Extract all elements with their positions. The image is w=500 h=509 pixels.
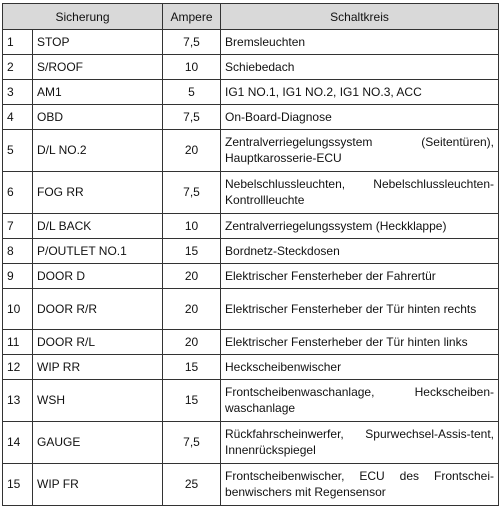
fuse-name: WSH [33,379,163,421]
table-row [3,238,499,263]
fuse-number: 1 [3,30,33,55]
table-row [3,379,499,421]
fuse-ampere: 5 [163,79,221,104]
fuse-ampere: 7,5 [163,30,221,55]
fuse-circuit: Bremsleuchten [221,30,499,55]
fuse-number: 4 [3,104,33,129]
fuse-circuit: Zentralverriegelungssystem (Seitentüren), Hauptkarosserie-ECU [221,129,499,171]
table-row [3,104,499,129]
table-header-row [3,4,499,30]
fuse-ampere: 15 [163,238,221,263]
fuse-circuit: Elektrischer Fensterheber der Tür hinten links [221,329,499,354]
table-row [3,171,499,213]
fuse-name: DOOR R/L [33,329,163,354]
fuse-name: DOOR R/R [33,288,163,329]
fuse-number: 7 [3,214,33,239]
table-row [3,129,499,171]
table-row [3,30,499,55]
fuse-ampere: 7,5 [163,421,221,463]
fuse-ampere: 20 [163,263,221,288]
fuse-ampere: 20 [163,129,221,171]
fuse-name: OBD [33,104,163,129]
header-schaltkreis: Schaltkreis [221,4,499,30]
fuse-circuit: Bordnetz-Steckdosen [221,238,499,263]
fuse-circuit: Nebelschlussleuchten, Nebelschlussleuchten-Kontrollleuchte [221,171,499,213]
table-row [3,288,499,329]
table-body [3,30,499,506]
fuse-number: 3 [3,79,33,104]
fuse-circuit: IG1 NO.1, IG1 NO.2, IG1 NO.3, ACC [221,79,499,104]
fuse-number: 2 [3,54,33,79]
table-row [3,354,499,379]
fuse-number: 8 [3,238,33,263]
fuse-name: STOP [33,30,163,55]
fuse-number: 12 [3,354,33,379]
fuse-circuit: On-Board-Diagnose [221,104,499,129]
fuse-ampere: 10 [163,54,221,79]
fuse-name: GAUGE [33,421,163,463]
fuse-number: 6 [3,171,33,213]
fuse-circuit: Frontscheibenwischer, ECU des Frontschei-benwischers mit Regensensor [221,463,499,505]
fuse-number: 5 [3,129,33,171]
fuse-name: DOOR D [33,263,163,288]
table-row [3,421,499,463]
fuse-name: FOG RR [33,171,163,213]
fuse-circuit: Rückfahrscheinwerfer, Spurwechsel-Assis-tent, Innenrückspiegel [221,421,499,463]
fuse-number: 9 [3,263,33,288]
fuse-name: P/OUTLET NO.1 [33,238,163,263]
fuse-number: 14 [3,421,33,463]
fuse-circuit: Heckscheibenwischer [221,354,499,379]
header-sicherung: Sicherung [3,4,163,30]
table-row [3,214,499,239]
fuse-circuit: Schiebedach [221,54,499,79]
fuse-circuit: Zentralverriegelungssystem (Heckklappe) [221,214,499,239]
fuse-name: AM1 [33,79,163,104]
fuse-ampere: 25 [163,463,221,505]
fuse-circuit: Elektrischer Fensterheber der Tür hinten rechts [221,288,499,329]
fuse-ampere: 15 [163,379,221,421]
fuse-circuit: Elektrischer Fensterheber der Fahrertür [221,263,499,288]
fuse-number: 11 [3,329,33,354]
fuse-ampere: 15 [163,354,221,379]
fuse-name: WIP RR [33,354,163,379]
header-ampere: Ampere [163,4,221,30]
fuse-ampere: 20 [163,329,221,354]
fuse-number: 13 [3,379,33,421]
fuse-name: WIP FR [33,463,163,505]
fuse-name: S/ROOF [33,54,163,79]
fuse-circuit: Frontscheibenwaschanlage, Heckscheiben-waschanlage [221,379,499,421]
fuse-name: D/L NO.2 [33,129,163,171]
fuse-ampere: 20 [163,288,221,329]
table-row [3,463,499,505]
fuse-ampere: 7,5 [163,171,221,213]
fuse-ampere: 7,5 [163,104,221,129]
fuse-ampere: 10 [163,214,221,239]
table-row [3,329,499,354]
fuse-number: 10 [3,288,33,329]
fuse-name: D/L BACK [33,214,163,239]
table-row [3,79,499,104]
table-row [3,54,499,79]
fuse-number: 15 [3,463,33,505]
fuse-table [2,3,499,506]
table-row [3,263,499,288]
